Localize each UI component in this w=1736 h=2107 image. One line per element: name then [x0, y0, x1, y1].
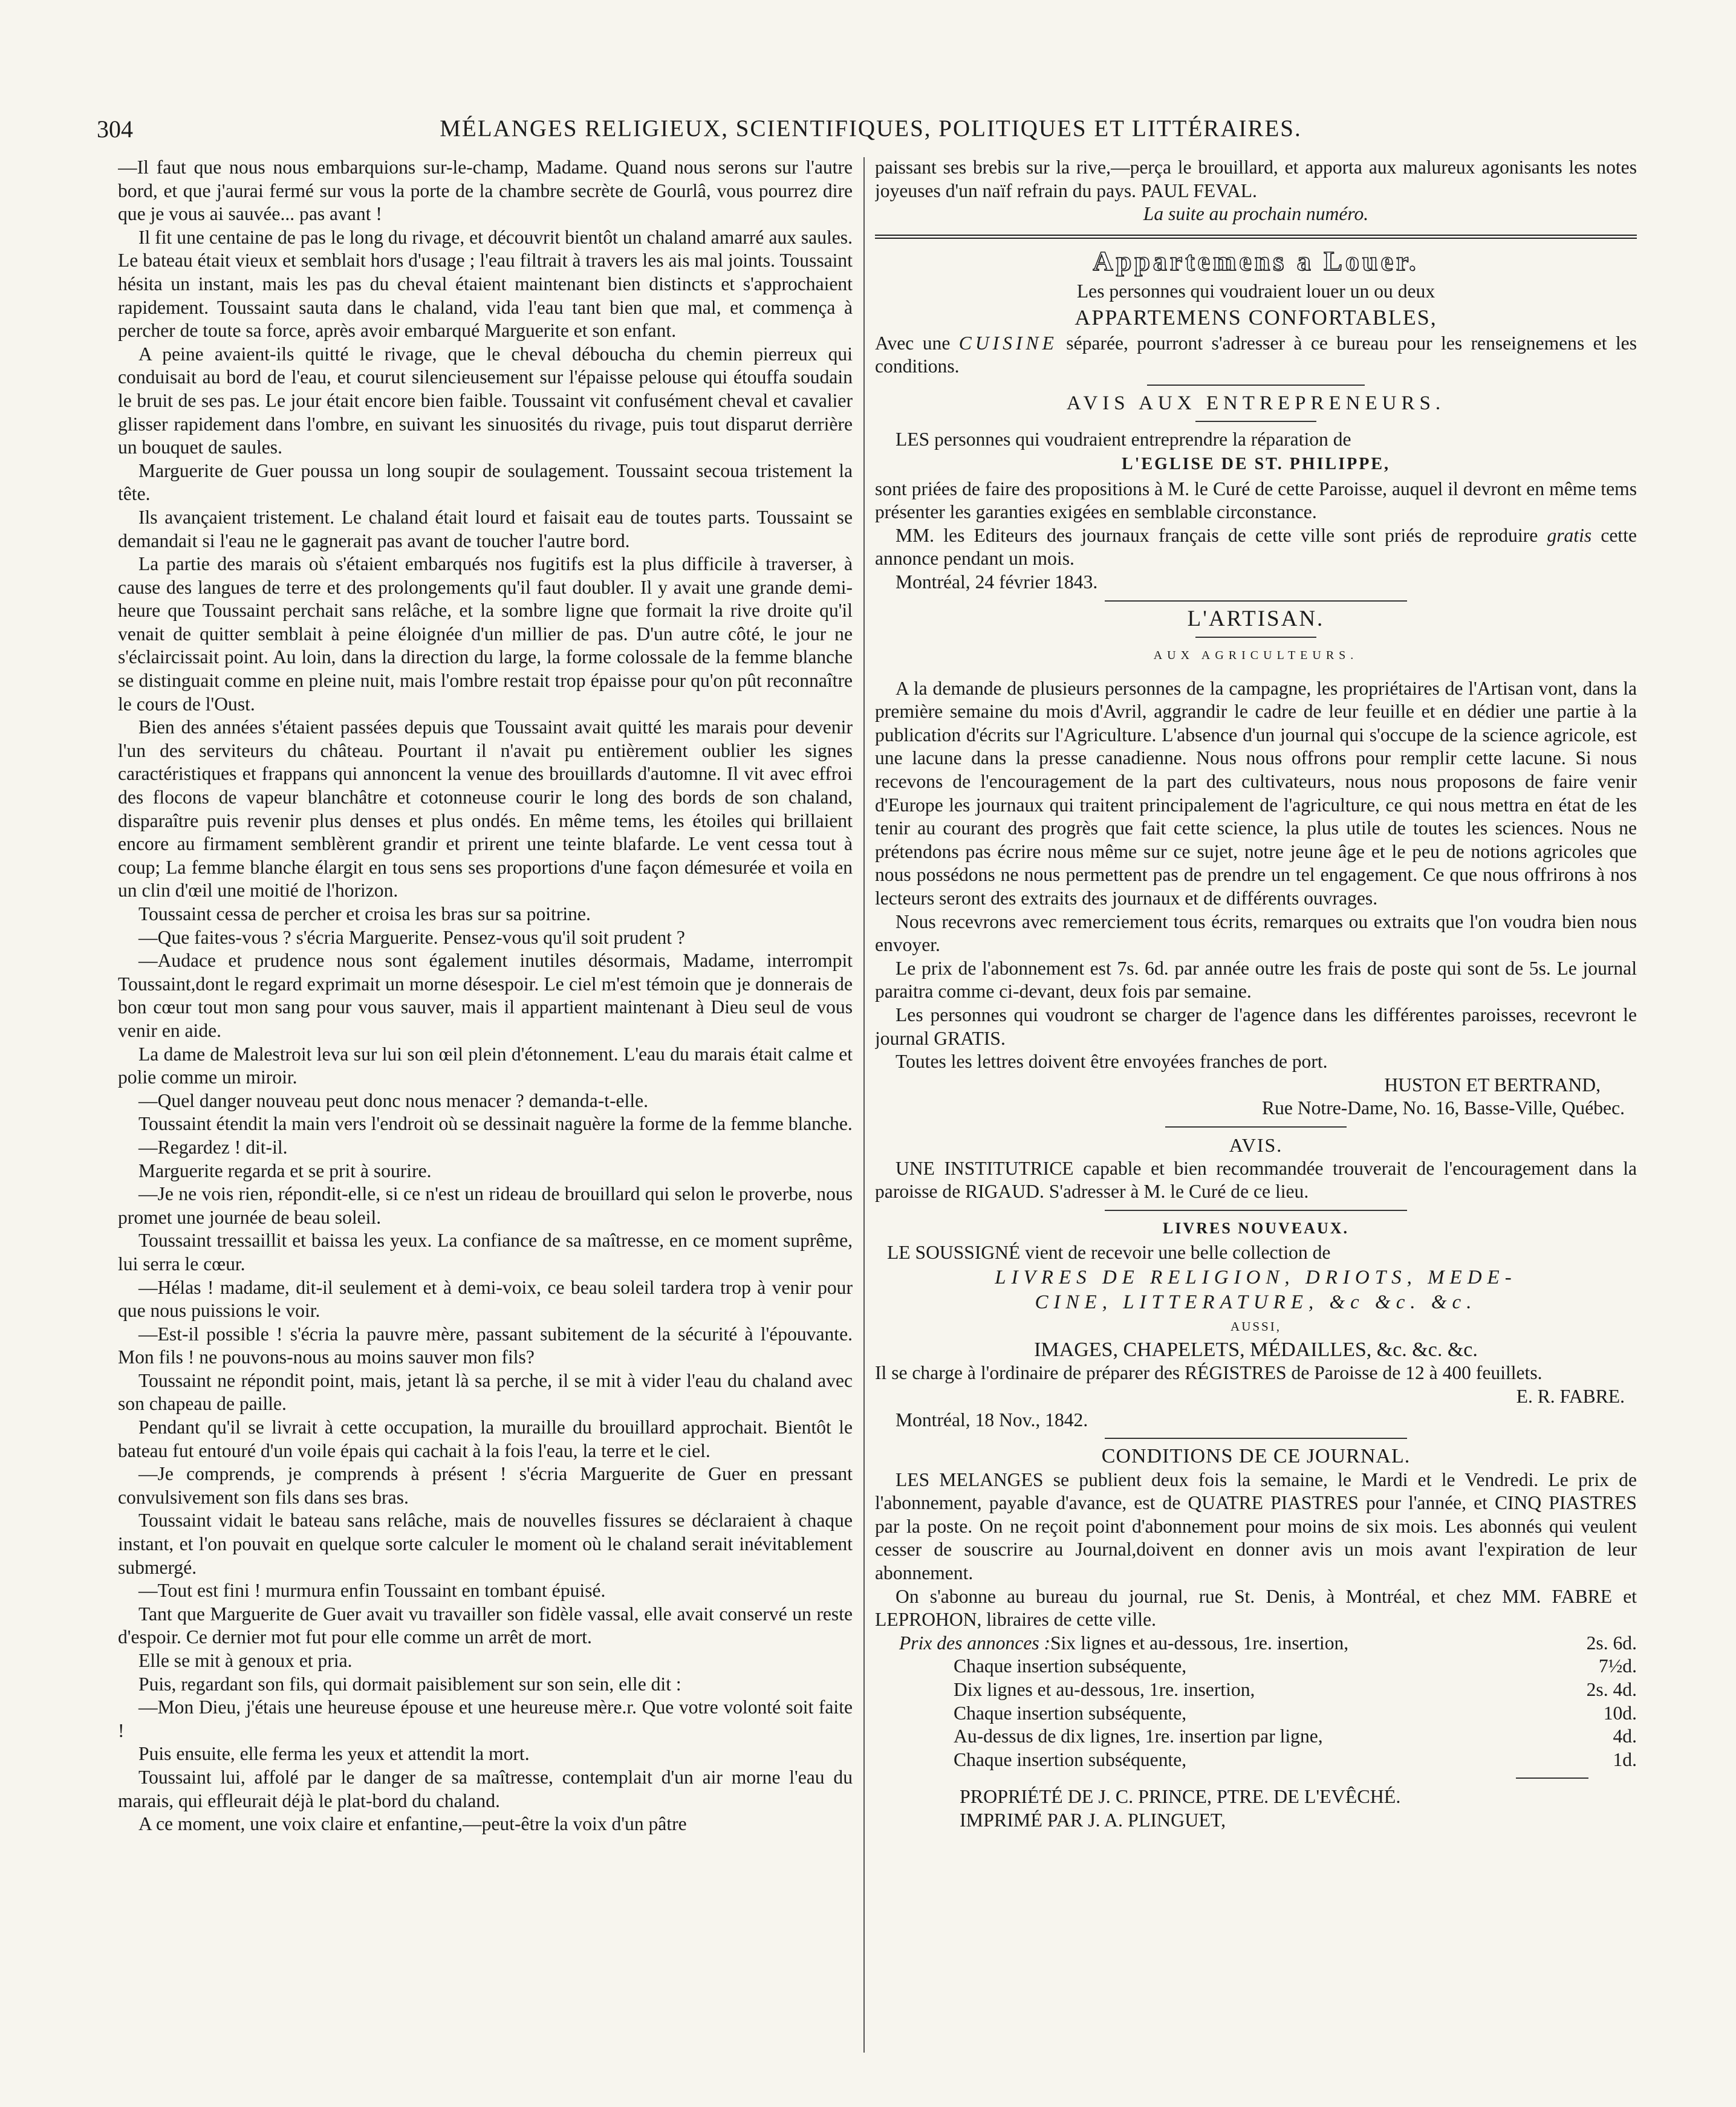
entrepreneurs-text2: sont priées de faire des propositions à M. le Curé de cette Paroisse, auquel il devront en même tems présenter les garanties exigées en semblable circonstance. [875, 478, 1637, 523]
short-rule [1105, 1438, 1407, 1439]
price-value: 2s. 4d. [1586, 1679, 1637, 1701]
price-value: 7½d. [1598, 1655, 1637, 1677]
story-paragraph: Marguerite regarda et se prit à sourire. [138, 1160, 432, 1181]
livres-categories1: LIVRES DE RELIGION, DRIOTS, MEDE- [995, 1266, 1517, 1288]
short-rule [1105, 1210, 1407, 1211]
story-author: PAUL FEVAL. [1141, 180, 1257, 201]
livres-heading: LIVRES NOUVEAUX. [1162, 1219, 1350, 1237]
entrepreneurs-text1: LES personnes qui voudraient entreprendre la réparation de [896, 429, 1351, 450]
story-paragraph: —Audace et prudence nous sont également inutiles désormais, Madame, interrompit Toussaint,dont le regard exprimait un morne désespoir. Le ciel m'est témoin que je donnerais de bon cœur tout mon sang pour vous sauver, mais il appartient maintenant à Dieu seul de vous venir en aide. [118, 950, 853, 1041]
entrepreneurs-text3a: MM. les Editeurs des journaux français de cette ville sont priés de reproduire [896, 524, 1538, 546]
story-paragraph: Elle se mit à genoux et pria. [138, 1650, 353, 1671]
price-row [875, 1748, 1637, 1772]
story-end-text: paissant ses brebis sur la rive,—perça le brouillard, et apporta aux malureux agonisants les notes joyeuses d'un naïf refrain du pays. [875, 157, 1637, 201]
livres-categories2: CINE, LITTERATURE, &c &c. &c. [1035, 1291, 1477, 1313]
short-rule [1195, 421, 1316, 422]
entrepreneurs-heading: AVIS AUX ENTREPRENEURS. [1066, 392, 1446, 414]
artisan-paragraph: Toutes les lettres doivent être envoyées franches de port. [896, 1051, 1328, 1073]
short-rule [1165, 1126, 1347, 1128]
apartments-text-b: séparée, pourront s'adresser à ce bureau pour les renseignemens et les conditions. [875, 332, 1637, 377]
livres-date: Montréal, 18 Nov., 1842. [896, 1409, 1088, 1430]
gratis-word: gratis [1547, 524, 1592, 546]
artisan-signature: HUSTON ET BERTRAND, [1384, 1074, 1601, 1096]
printer-line: IMPRIMÉ PAR J. A. PLINGUET, [960, 1809, 1226, 1831]
story-paragraph: —Mon Dieu, j'étais une heureuse épouse et une heureuse mère.r. Que votre volonté soit faite ! [118, 1696, 853, 1741]
conditions-paragraph: LES MELANGES se publient deux fois la semaine, le Mardi et le Vendredi. Le prix de l'abonnement, payable d'avance, est de QUATRE PIASTRES pour l'année, et CINQ PIASTRES par la poste. On ne reçoit point d'abonnement pour moins de six mois. Les abonnés qui veulent cesser de souscrire au Journal,doivent en donner avis un mois avant l'expiration de leur abonnement. [875, 1469, 1637, 1584]
apartments-line2: APPARTEMENS CONFORTABLES, [1074, 305, 1437, 330]
story-paragraph: Toussaint étendit la main vers l'endroit où se dessinait naguère la forme de la femme blanche. [138, 1113, 853, 1135]
livres-signature: E. R. FABRE. [1516, 1385, 1625, 1407]
price-label: Dix lignes et au-dessous, 1re. insertion, [954, 1679, 1255, 1701]
apartments-text-a: Avec une [875, 332, 951, 354]
column-divider [863, 157, 865, 2053]
story-paragraph: Il fit une centaine de pas le long du rivage, et découvrit bientôt un chaland amarré aux saules. Le bateau était vieux et semblait hors d'usage ; l'eau filtrait à travers les ais mal joints. Toussaint hésita un instant, mais les pas du cheval étaient maintenant bien distincts et s'approchaient rapidement. Toussaint sauta dans le chaland, vida l'eau tant bien que mal, et commença à percher de toute sa force, après avoir embarqué Marguerite et son enfant. [118, 226, 853, 342]
artisan-paragraph: Nous recevrons avec remerciement tous écrits, remarques ou extraits que l'on voudra bien nous envoyer. [875, 911, 1637, 956]
apartments-line1: Les personnes qui voudraient louer un ou deux [1076, 281, 1435, 302]
left-column [118, 156, 853, 2071]
livres-aussi: AUSSI, [1230, 1319, 1281, 1334]
story-paragraph: La partie des marais où s'étaient embarqués nos fugitifs est la plus difficile à traverser, à cause des langues de terre et des prolongements qu'il faut doubler. Il y avait une grande demi-heure que Toussaint perchait sans relâche, et la sombre ligne que formait la rive droite qu'il venait de quitter semblait à peine éloignée d'un millier de pas. D'un autre côté, le jour ne s'éclaircissait point. Au loin, dans la direction du large, la forme colossale de la femme blanche se distinguait comme en pleine nuit, mais l'ombre restait trop épaisse pour qu'on pût reconnaître le cours de l'Oust. [118, 553, 853, 715]
short-rule [1516, 1777, 1588, 1779]
story-paragraph: Toussaint cessa de percher et croisa les bras sur sa poitrine. [138, 903, 591, 924]
story-paragraph: —Il faut que nous nous embarquions sur-le-champ, Madame. Quand nous serons sur l'autre bord, et que j'aurai fermé sur vous la porte de la chambre secrète de Gourlâ, vous pourrez dire que je vous ai sauvée... pas avant ! [118, 157, 853, 225]
story-paragraph: —Quel danger nouveau peut donc nous menacer ? demanda-t-elle. [138, 1089, 649, 1111]
artisan-paragraph: Les personnes qui voudront se charger de l'agence dans les différentes paroisses, recevront le journal GRATIS. [875, 1004, 1637, 1049]
avis-heading: AVIS. [1229, 1134, 1283, 1156]
artisan-address: Rue Notre-Dame, No. 16, Basse-Ville, Québec. [1262, 1097, 1625, 1119]
price-label: Chaque insertion subséquente, [954, 1655, 1187, 1677]
page-number: 304 [97, 115, 133, 143]
livres-images: IMAGES, CHAPELETS, MÉDAILLES, &c. &c. &c. [1034, 1338, 1478, 1361]
entrepreneurs-date: Montréal, 24 février 1843. [896, 571, 1098, 592]
story-paragraph: Toussaint ne répondit point, mais, jetant là sa perche, il se mit à vider l'eau du chaland avec son chapeau de paille. [118, 1369, 853, 1415]
conditions-heading: CONDITIONS DE CE JOURNAL. [1101, 1445, 1411, 1468]
price-row [875, 1678, 1637, 1702]
short-rule [1195, 637, 1316, 638]
story-paragraph: Tant que Marguerite de Guer avait vu travailler son fidèle vassal, elle avait conservé un reste d'espoir. Ce dernier mot fut pour elle comme un arrêt de mort. [118, 1603, 853, 1648]
story-paragraph: —Est-il possible ! s'écria la pauvre mère, passant subitement de la sécurité à l'épouvante. Mon fils ! ne pouvons-nous au moins sauver mon fils? [118, 1323, 853, 1368]
price-value: 10d. [1603, 1702, 1637, 1724]
apartments-text [875, 332, 1637, 378]
price-label: Six lignes et au-dessous, 1re. insertion, [1050, 1632, 1349, 1654]
story-paragraph: Pendant qu'il se livrait à cette occupation, la muraille du brouillard approchait. Bientôt le bateau fut entouré d'un voile épais qui cachait à la fois l'eau, la terre et le ciel. [118, 1417, 853, 1461]
story-paragraph: Marguerite de Guer poussa un long soupir de soulagement. Toussaint secoua tristement la tête. [118, 459, 853, 505]
story-paragraph: —Je ne vois rien, répondit-elle, si ce n'est un rideau de brouillard qui selon le proverbe, nous promet une journée de beau soleil. [118, 1183, 853, 1228]
artisan-paragraph: A la demande de plusieurs personnes de la campagne, les propriétaires de l'Artisan vont, dans la première semaine du mois d'Avril, aggrandir le cadre de leur feuille et en dédier une partie à la publication d'écrits sur l'Agriculture. L'absence d'un journal qui s'occupe de la science agricole, est une lacune dans la presse canadienne. Nous nous offrons pour remplir cette lacune. Si nous recevons de l'encouragement de la part des cultivateurs, nous nous proposons de faire venir d'Europe les journaux qui traitent principalement de l'agriculture, ce qui nous mettra en état de les tenir au courant des progrès que fait cette science, la plus utile de toutes les sciences. Nous ne prétendons pas écrire nous même sur ce sujet, notre jeune âge et le peu de notions agricoles que nous possédons ne nous permettent pas de prendre un tel engagement. Ce que nous offrirons à nos lecteurs seront des extraits des journaux et de différents ouvrages. [875, 677, 1637, 909]
price-label: Au-dessus de dix lignes, 1re. insertion par ligne, [954, 1726, 1323, 1747]
story-paragraph: La dame de Malestroit leva sur lui son œil plein d'étonnement. L'eau du marais était calme et polie comme un miroir. [118, 1043, 853, 1088]
entrepreneurs-text3b: cette annonce pendant un mois. [875, 524, 1637, 570]
prices-label: Prix des annonces : [899, 1632, 1051, 1654]
section-rule [875, 235, 1637, 239]
price-value: 4d. [1613, 1726, 1637, 1747]
running-title: MÉLANGES RELIGIEUX, SCIENTIFIQUES, POLITIQUES ET LITTÉRAIRES. [440, 115, 1302, 141]
proprietor-line: PROPRIÉTÉ DE J. C. PRINCE, PTRE. DE L'EVÊCHÉ. [960, 1785, 1401, 1808]
story-paragraph: —Que faites-vous ? s'écria Marguerite. Pensez-vous qu'il soit prudent ? [138, 926, 685, 948]
right-column [875, 156, 1637, 2071]
artisan-paragraph: Le prix de l'abonnement est 7s. 6d. par année outre les frais de poste qui sont de 5s. Le journal paraitra comme ci-devant, deux fois par semaine. [875, 957, 1637, 1002]
church-name: L'EGLISE DE ST. PHILIPPE, [1121, 454, 1391, 473]
avis-text: UNE INSTITUTRICE capable et bien recommandée trouverait de l'encouragement dans la paroisse de RIGAUD. S'adresser à M. le Curé de ce lieu. [875, 1157, 1637, 1203]
livres-text1: LE SOUSSIGNÉ vient de recevoir une belle collection de [887, 1242, 1331, 1264]
story-end-paragraph [875, 156, 1637, 203]
price-row [875, 1702, 1637, 1726]
story-paragraph: Ils avançaient tristement. Le chaland était lourd et faisait eau de toutes parts. Toussaint se demandait si l'eau ne le gagnerait pas avant de toucher l'autre bord. [118, 506, 853, 551]
story-paragraph: A peine avaient-ils quitté le rivage, que le cheval déboucha du chemin pierreux qui conduisait au bord de l'eau, et courut silencieusement sur l'épaisse pelouse qui étouffa soudain le bruit de ses pas. Le jour était encore bien faible. Toussaint vit confusément cheval et cavalier glisser rapidement dans l'ombre, en suivant les sinuosités du rivage, puis tout disparut derrière un bouquet de saules. [118, 343, 853, 458]
short-rule [1105, 600, 1407, 602]
price-row [875, 1632, 1637, 1655]
story-paragraph: —Regardez ! dit-il. [138, 1136, 288, 1158]
apartments-heading: Appartemens a Louer. [1093, 245, 1419, 276]
story-paragraph: —Je comprends, je comprends à présent ! s'écria Marguerite de Guer en pressant convulsivement son fils dans ses bras. [118, 1463, 853, 1508]
page-header [97, 115, 1645, 157]
price-label: Chaque insertion subséquente, [954, 1748, 1187, 1770]
continued-note: La suite au prochain numéro. [1143, 203, 1369, 225]
artisan-subheading: AUX AGRICULTEURS. [1153, 649, 1359, 663]
story-paragraph: Toussaint lui, affolé par le danger de sa maîtresse, contemplait d'un air morne l'eau du marais, qui effleurait déjà le plat-bord du chaland. [118, 1766, 853, 1811]
livres-text2: Il se charge à l'ordinaire de préparer des RÉGISTRES de Paroisse de 12 à 400 feuillets. [875, 1362, 1543, 1384]
story-paragraph: A ce moment, une voix claire et enfantine,—peut-être la voix d'un pâtre [138, 1813, 687, 1835]
story-paragraph: Toussaint vidait le bateau sans relâche, mais de nouvelles fissures se déclaraient à chaque instant, et l'on pouvait en quelque sorte calculer le moment où le chaland serait inévitablement submergé. [118, 1510, 853, 1578]
story-paragraph: Toussaint tressaillit et baissa les yeux. La confiance de sa maîtresse, en ce moment suprême, lui serra le cœur. [118, 1230, 853, 1274]
story-paragraph: Bien des années s'étaient passées depuis que Toussaint avait quitté les marais pour devenir l'un des serviteurs du château. Pourtant il n'avait pu entièrement oublier les signes caractéristiques et frappans qui annoncent la venue des brouillards d'automne. Il vit avec effroi des flocons de vapeur blanchâtre et cotonneuse courir le long des bords de son chaland, disparaître puis revenir plus denses et plus ondés. En même tems, les étoiles qui brillaient encore au firmament semblèrent grandir et prirent une teinte blafarde. Le vent cessa tout à coup; La femme blanche élargit en tous sens ses proportions d'une façon démesurée et voila en un clin d'œil une moitié de l'horizon. [118, 716, 853, 901]
short-rule [1147, 385, 1365, 386]
artisan-heading: L'ARTISAN. [1187, 606, 1325, 631]
price-value: 1d. [1613, 1748, 1637, 1770]
conditions-paragraph: On s'abonne au bureau du journal, rue St. Denis, à Montréal, et chez MM. FABRE et LEPROHON, libraires de cette ville. [875, 1585, 1637, 1631]
price-value: 2s. 6d. [1586, 1632, 1637, 1654]
entrepreneurs-text3 [875, 524, 1637, 571]
story-paragraph: Puis, regardant son fils, qui dormait paisiblement sur son sein, elle dit : [138, 1673, 681, 1695]
price-row [875, 1655, 1637, 1678]
story-paragraph: Puis ensuite, elle ferma les yeux et attendit la mort. [138, 1743, 530, 1765]
story-paragraph: —Tout est fini ! murmura enfin Toussaint en tombant épuisé. [138, 1580, 606, 1602]
story-paragraph: —Hélas ! madame, dit-il seulement et à demi-voix, ce beau soleil tardera trop à venir pour que nous puissions le voir. [118, 1276, 853, 1322]
price-label: Chaque insertion subséquente, [954, 1702, 1187, 1724]
cuisine-word: CUISINE [958, 332, 1058, 354]
price-row [875, 1725, 1637, 1748]
